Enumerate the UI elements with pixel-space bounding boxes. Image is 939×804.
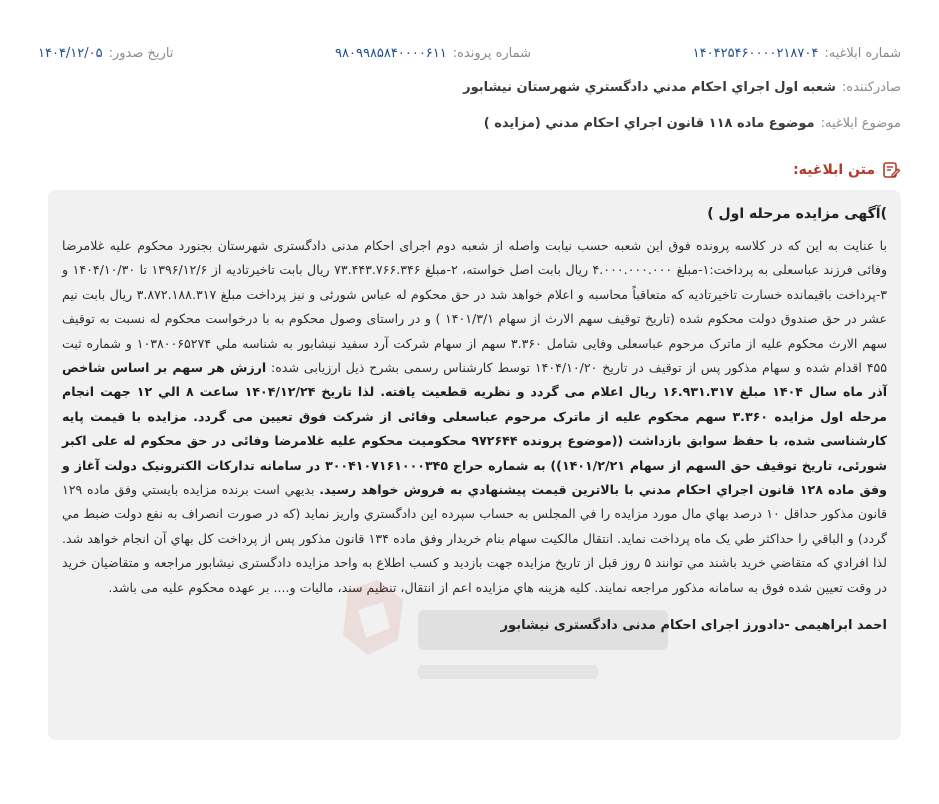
subject-label: موضوع ابلاغیه: [820,116,901,131]
header-meta-row [38,46,901,61]
issuer-value: شعبه اول اجراي احكام مدني دادگستري شهرستان نيشابور [463,80,836,95]
subject-value: موضوع ماده ۱۱۸ قانون اجراي احكام مدني (مزايده ) [483,116,815,131]
notice-heading: )آگهی مزایده مرحله اول ) [707,206,887,222]
notice-card [48,190,901,740]
notice-section-title [793,160,901,180]
case-number-value: ۹۸۰۹۹۸۵۸۴۰۰۰۰۶۱۱ [335,46,447,61]
notice-paragraph-1: با عنایت به این که در کلاسه پرونده فوق این شعبه حسب نیابت واصله از شعبه دوم اجرای احکام مدنی دادگستری شهرستان بجنورد محکوم علیه غلامرضا وفائی فرزند عباسعلی به پرداخت:۱-مبلغ ۴.۰۰۰.۰۰۰.۰۰۰ ریال بابت اصل خواسته، ۲-مبلغ ۷۳.۴۴۳.۷۶۶.۳۴۶ ریال بابت تاخیرتادیه از ۱۳۹۶/۱۲/۶ تا ۱۴۰۴/۱۰/۳۰ و ۳-پرداخت باقیمانده خسارت تاخیرتادیه که متعاقباً محاسبه و اعلام خواهد شد در حق محکوم له عباس شورئی و نیز پرداخت مبلغ ۳.۸۷۲.۱۸۸.۳۱۷ ریال بابت نیم عشر در حق صندوق دولت محکوم شده (تاریخ توقیف سهم الارث از سهام ۱۴۰۱/۳/۱ ) و در راستای وصول محکوم به با درخواست محکوم له نسبت به توقیف سهم الارث محکوم علیه از ماترک مرحوم عباسعلی وفایی شامل ۳.۳۶۰ سهم از سهام شرکت آرد سفید نیشابور به شناسه ملي ۱۰۳۸۰۰۶۵۲۷۴ و شماره ثبت ۴۵۵ اقدام شده و سهام مذکور پس از توقیف در تاریخ ۱۴۰۴/۱۰/۲۰ توسط کارشناس رسمی بشرح ذیل ارزیابی شده: [62,238,888,376]
notice-paragraph-2: بديهي است برنده مزایده بایستي وفق ماده ۱۲۹ قانون مذکور حداقل ۱۰ درصد بهاي مال مورد مزايده را في المجلس به حساب سپرده این دادگستري واريز نمايد (كه در صورت انصراف به نفع دولت ضبط مي گردد) و الباقي را حداكثر طي يک ماه پرداخت نمايد. انتقال مالكيت سهام بنام خریدار وفق ماده ۱۳۴ قانون مذکور پس از پرداخت كل بهاي آن انجام خواهد شد. لذا افرادي كه متقاضي خريد باشند مي توانند ۵ روز قبل از تاريخ مزايده جهت بازديد و کسب اطلاع به واحد مزایده دادگستری نیشابور مراجعه و متقاضيان خريد در وقت تعيين شده فوق به سامانه مذکور مراجعه نمايند. كليه هزينه هاي مزايده اعم از انتقال، تنظيم سند، ماليات و.... بر عهده محکوم علیه می باشد. [62,482,887,595]
case-number [335,46,531,61]
issue-date [38,46,173,61]
section-title-text: متن ابلاغیه: [793,162,875,178]
note-pencil-icon [881,160,901,180]
notice-number-value: ۱۴۰۴۲۵۴۶۰۰۰۰۲۱۸۷۰۴ [692,46,819,61]
notice-paragraph-bold: ارزش هر سهم بر اساس شاخص آذر ماه سال ۱۴۰۴ مبلغ ۱۶.۹۳۱.۳۱۷ ریال اعلام می گردد و نظریه قطعیت یافته. لذا تاریخ ۱۴۰۴/۱۲/۲۴ ساعت ۸ الي ۱۲ جهت انجام مرحله اول مزایده ۳.۳۶۰ سهم محکوم علیه از ماترک مرحوم عباسعلی وفائی از شرکت فوق تعیین می گردد. مزایده با قیمت پایه کارشناسی شده، با حفظ سوابق بازداشت ((موضوع پرونده ۹۷۲۶۴۴ محکومیت محکوم علیه غلامرضا وفائی در حق محکوم له علی اکبر شورئی، تاریخ توقیف حق السهم از سهام ۱۴۰۱/۲/۲۱)) به شماره حراج ۳۰۰۴۱۰۷۱۶۱۰۰۰۳۴۵ در سامانه تدارکات الکترونیک دولت آغاز و وفق ماده ۱۲۸ قانون اجراي احكام مدني با بالاترين قيمت پيشنهادي به فروش خواهد رسيد. [62,360,888,498]
issue-date-value: ۱۴۰۴/۱۲/۰۵ [38,46,103,61]
notice-number-label: شماره ابلاغیه: [824,46,901,61]
issue-date-label: تاریخ صدور: [108,46,174,61]
notice-body [62,234,887,600]
notice-signature: احمد ابراهیمی -دادورز اجرای احکام مدنی دادگستری نیشابور [500,618,887,634]
issuer-row [38,80,901,95]
subject-row [38,116,901,131]
case-number-label: شماره پرونده: [452,46,532,61]
issuer-label: صادرکننده: [841,80,901,95]
notice-number [693,46,901,61]
